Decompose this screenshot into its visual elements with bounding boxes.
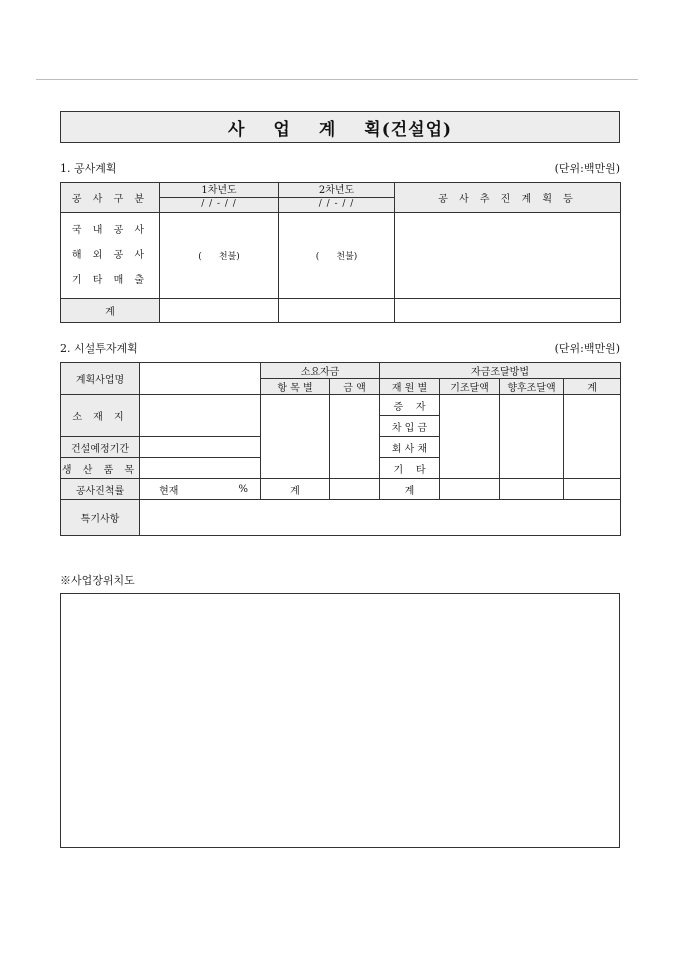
amount-cell[interactable] <box>330 395 380 479</box>
year1-value-cell[interactable] <box>160 213 279 299</box>
year2-label: 2차년도 <box>279 184 394 198</box>
item-cell[interactable] <box>261 395 330 479</box>
remarks-label: 특기사항 <box>61 500 140 536</box>
source-equity: 증 자 <box>380 395 440 416</box>
location-label: 소 재 지 <box>61 395 140 437</box>
section1-unit: (단위:백만원) <box>554 162 620 175</box>
top-rule <box>36 79 638 80</box>
location-cell[interactable] <box>140 395 261 437</box>
location-map-area[interactable] <box>60 593 620 848</box>
location-map-heading: ※사업장위치도 <box>60 574 135 587</box>
section2-heading: 2. 시설투자계획 <box>60 342 138 355</box>
category-list <box>61 213 160 299</box>
plan-cell[interactable] <box>395 213 621 299</box>
title-part-2: 업 <box>273 119 291 140</box>
year1-label: 1차년도 <box>160 184 278 198</box>
year2-value-cell[interactable] <box>279 213 395 299</box>
thousand-note-1: ( 천불) <box>198 252 240 262</box>
existing-total-cell[interactable] <box>440 479 500 500</box>
current-label: 현재 <box>140 479 198 500</box>
future-total-cell[interactable] <box>500 479 564 500</box>
percent-label: % <box>198 479 261 500</box>
product-cell[interactable] <box>140 458 261 479</box>
year1-dates: / / - / / <box>201 199 237 209</box>
source-bond: 회 사 채 <box>380 437 440 458</box>
existing-cell[interactable] <box>440 395 500 479</box>
facility-investment-table <box>60 362 621 536</box>
existing-header: 기조달액 <box>440 379 500 395</box>
section1-heading: 1. 공사계획 <box>60 162 117 175</box>
source-loan: 차 입 금 <box>380 416 440 437</box>
method-total-label: 계 <box>380 479 440 500</box>
item-header: 항 목 별 <box>261 379 330 395</box>
col-year2 <box>279 183 395 213</box>
funds-total-label: 계 <box>261 479 330 500</box>
period-label: 건설예정기간 <box>61 437 140 458</box>
source-header: 재 원 별 <box>380 379 440 395</box>
required-funds-header: 소요자금 <box>261 363 380 379</box>
row-overseas: 해 외 공 사 <box>71 250 149 261</box>
year2-dates: / / - / / <box>318 199 355 209</box>
title-part-1: 사 <box>227 119 246 140</box>
progress-label: 공사진척률 <box>61 479 140 500</box>
total-year1-cell[interactable] <box>160 299 279 323</box>
amount-header: 금 액 <box>330 379 380 395</box>
col-year1 <box>160 183 279 213</box>
funding-method-header: 자금조달방법 <box>380 363 621 379</box>
total-label: 계 <box>61 299 160 323</box>
page-title <box>60 111 620 143</box>
future-header: 향후조달액 <box>500 379 564 395</box>
thousand-note-2: ( 천불) <box>315 252 358 262</box>
section2-unit: (단위:백만원) <box>554 342 620 355</box>
project-name-cell[interactable] <box>140 363 261 395</box>
sum-total-cell[interactable] <box>564 479 621 500</box>
title-part-4: 획(건설업) <box>364 119 453 140</box>
source-other: 기 타 <box>380 458 440 479</box>
total-plan-cell[interactable] <box>395 299 621 323</box>
title-part-3: 계 <box>318 119 337 140</box>
sum-cell[interactable] <box>564 395 621 479</box>
construction-plan-table <box>60 182 621 323</box>
row-other: 기 타 매 출 <box>71 275 149 286</box>
product-label: 생 산 품 목 <box>61 458 140 479</box>
project-name-label: 계획사업명 <box>61 363 140 395</box>
col-category: 공 사 구 분 <box>61 183 160 213</box>
funds-total-cell[interactable] <box>330 479 380 500</box>
col-plan: 공 사 추 진 계 획 등 <box>395 183 621 213</box>
remarks-cell[interactable] <box>140 500 621 536</box>
future-cell[interactable] <box>500 395 564 479</box>
period-cell[interactable] <box>140 437 261 458</box>
sum-header: 계 <box>564 379 621 395</box>
row-domestic: 국 내 공 사 <box>71 225 149 236</box>
total-year2-cell[interactable] <box>279 299 395 323</box>
